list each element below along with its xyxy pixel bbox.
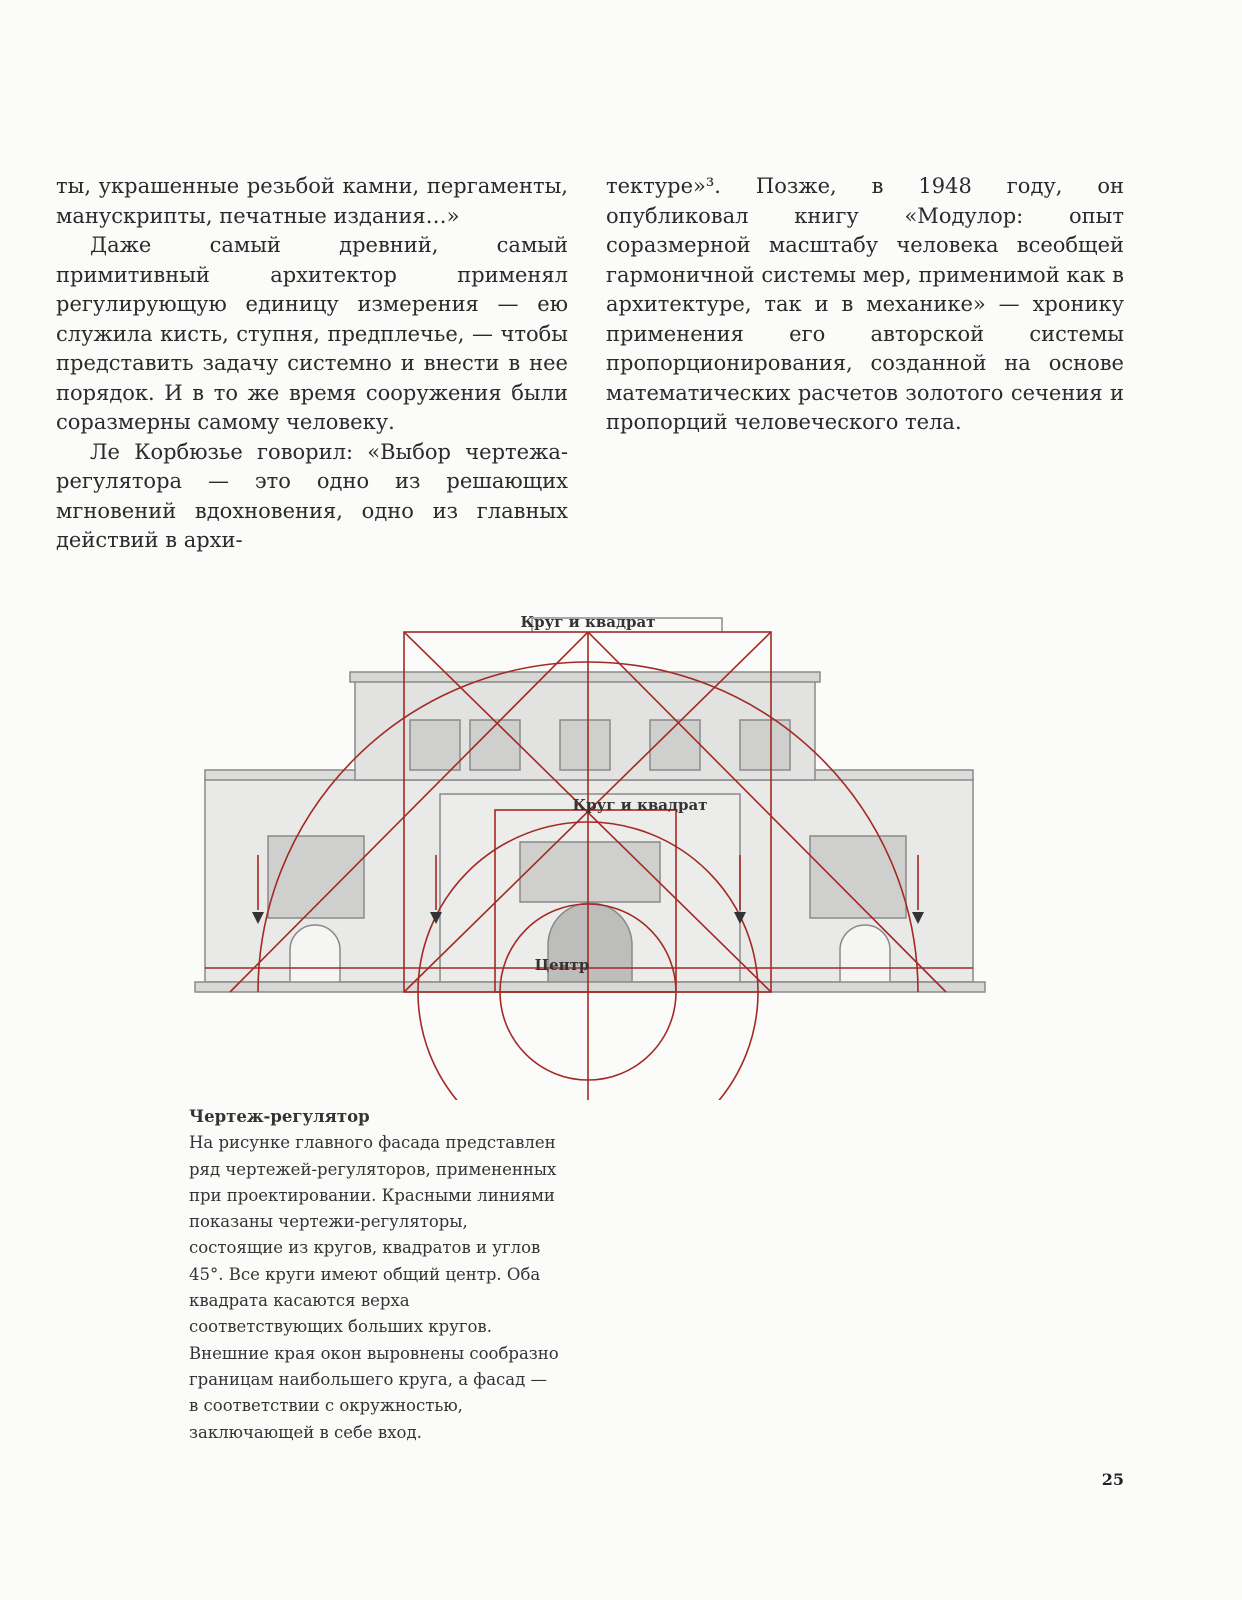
right-text-column xyxy=(606,172,1124,438)
figure-caption xyxy=(189,1104,559,1446)
paragraph: ты, украшенные резьбой камни, пергаменты, манускрипты, печатные издания…» xyxy=(56,174,568,228)
caption-text: На рисунке главного фасада представлен ряд чертежей-регуляторов, примененных при проектировании. Красными линиями показаны чертежи-регуляторы, состоящие из кругов, квадратов и углов 45°. Все круги имеют общий центр. Оба квадрата касаются верха соответствующих больших кругов. Внешние края окон выровнены сообразно границам наибольшего круга, а фасад — в соответствии с окружностью, заключающей в себе вход. xyxy=(189,1133,559,1442)
figure-label-center: Центр xyxy=(534,956,590,974)
paragraph: тектуре»³. Позже, в 1948 году, он опубликовал книгу «Модулор: опыт соразмерной масштабу человека всеобщей гармоничной системы мер, применимой как в архитектуре, так и в механике» — хронику применения его авторской системы пропорционирования, созданной на основе математических расчетов золотого сечения и пропорций человеческого тела. xyxy=(606,174,1124,434)
building-facade xyxy=(195,672,985,992)
left-text-column xyxy=(56,172,568,556)
facade-regulating-drawing xyxy=(0,590,1242,1100)
figure-label-top: Круг и квадрат xyxy=(520,613,656,631)
caption-title: Чертеж-регулятор xyxy=(189,1107,370,1126)
page-number: 25 xyxy=(1101,1470,1124,1489)
figure-label-middle: Круг и квадрат xyxy=(572,796,708,814)
paragraph: Ле Корбюзье говорил: «Выбор чертежа-регулятора — это одно из решающих мгновений вдохновения, одно из главных действий в архи- xyxy=(56,439,568,552)
paragraph: Даже самый древний, самый примитивный архитектор применял регулирующую единицу измерения — ею служила кисть, ступня, предплечье, — чтобы представить задачу системно и внести в нее порядок. И в то же время сооружения были соразмерны самому человеку. xyxy=(56,233,568,434)
